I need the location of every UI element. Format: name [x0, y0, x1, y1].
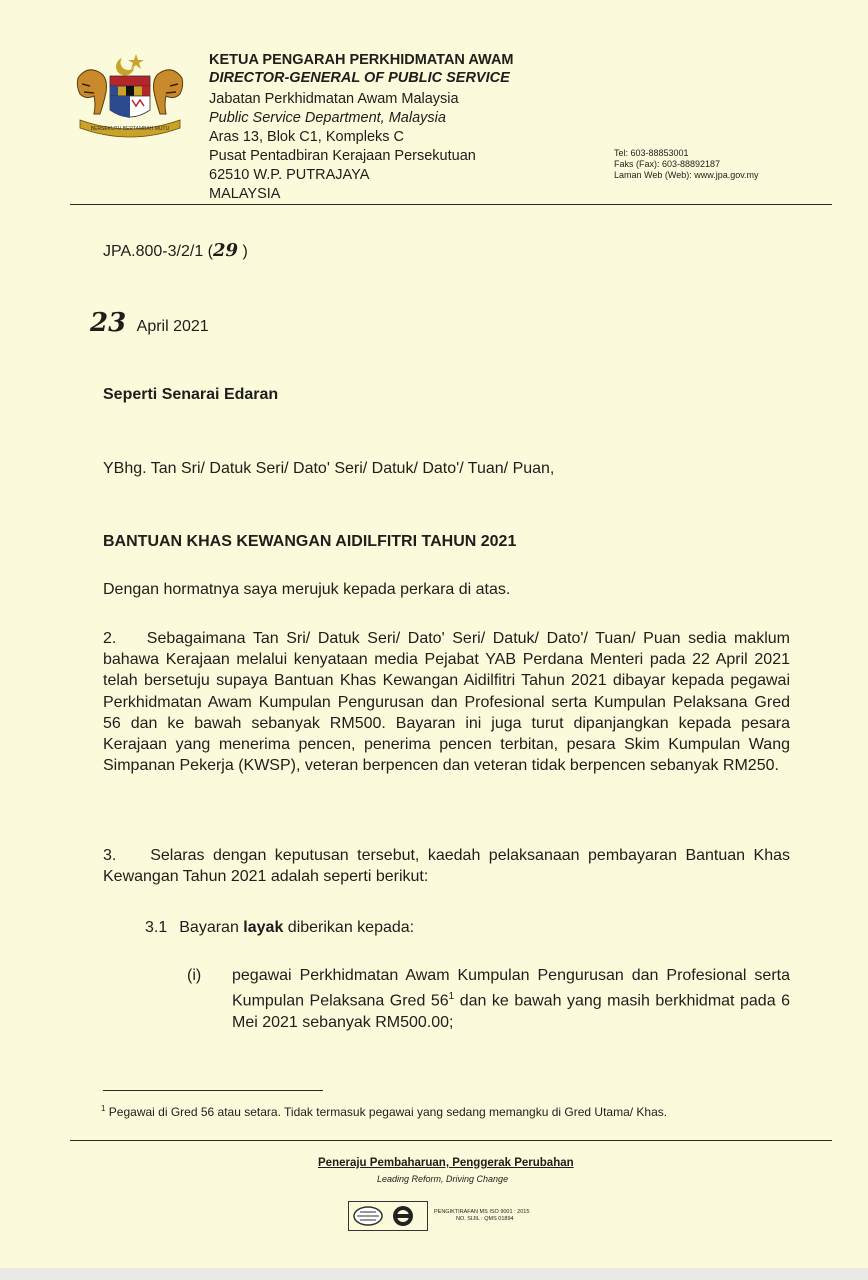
contact-web: Laman Web (Web): www.jpa.gov.my	[614, 170, 759, 180]
address-line: Aras 13, Blok C1, Kompleks C	[209, 129, 405, 145]
footnote-text: Pegawai di Gred 56 atau setara. Tidak termasuk pegawai yang sedang memangku di Gred Utama/ Khas.	[108, 1105, 668, 1119]
letterhead-title-ms: KETUA PENGARAH PERKHIDMATAN AWAM	[209, 52, 514, 68]
subsection-text: Bayaran	[179, 919, 244, 936]
item-i-text	[232, 965, 790, 1033]
svg-text:BERSEKUTU BERTAMBAH MUTU: BERSEKUTU BERTAMBAH MUTU	[90, 126, 170, 132]
subsection-number: 3.1	[145, 919, 168, 936]
address-line: Pusat Pentadbiran Kerajaan Persekutuan	[209, 148, 476, 164]
salutation: YBhg. Tan Sri/ Datuk Seri/ Dato' Seri/ Datuk/ Dato'/ Tuan/ Puan,	[103, 460, 555, 477]
subject-heading: BANTUAN KHAS KEWANGAN AIDILFITRI TAHUN 2021	[103, 533, 517, 550]
date-text: April 2021	[136, 318, 209, 335]
certification-text	[434, 1209, 529, 1223]
ref-handwritten: 29	[212, 240, 239, 261]
footnote-divider	[103, 1090, 323, 1091]
subsection-emphasis: layak	[243, 919, 284, 936]
letterhead-dept-en: Public Service Department, Malaysia	[209, 110, 446, 126]
certification-logo	[348, 1201, 428, 1231]
contact-tel: Tel: 603-88853001	[614, 148, 689, 158]
page-bottom-edge	[0, 1268, 868, 1280]
item-text: pegawai Perkhidmatan Awam Kumpulan Pengurusan dan Profesional serta Kumpulan Pelaksana Gred 56	[232, 967, 790, 1010]
letterhead-dept-ms: Jabatan Perkhidmatan Awam Malaysia	[209, 91, 459, 107]
malaysia-coat-of-arms-logo	[70, 48, 190, 148]
address-line: 62510 W.P. PUTRAJAYA	[209, 167, 370, 183]
paragraph-2: 2. Sebagaimana Tan Sri/ Datuk Seri/ Dato' Seri/ Datuk/ Dato'/ Tuan/ Puan sedia maklum bahawa Kerajaan melalui kenyataan media Pejabat YAB Perdana Menteri pada 22 April 2021 telah bersetuju supaya Bantuan Khas Kewangan Aidilfitri Tahun 2021 dibayar kepada pegawai Perkhidmatan Awam Kumpulan Pengurusan dan Profesional serta Kumpulan Pelaksana Gred 56 dan ke bawah sebanyak RM500. Bayaran ini juga turut dipanjangkan kepada pesara Kerajaan yang menerima pencen, penerima pencen terbitan, pesara Skim Kumpulan Wang Simpanan Pekerja (KWSP), veteran berpencen dan veteran tidak berpencen sebanyak RM250.	[103, 630, 790, 775]
footer-slogan-en: Leading Reform, Driving Change	[377, 1174, 509, 1184]
paragraph-1: Dengan hormatnya saya merujuk kepada perkara di atas.	[103, 581, 511, 598]
letter-date	[90, 308, 209, 338]
ref-suffix: )	[238, 243, 248, 260]
reference-number	[103, 240, 248, 262]
footer-slogan-ms: Peneraju Pembaharuan, Penggerak Perubahan	[318, 1157, 574, 1169]
date-handwritten: 23	[90, 308, 127, 338]
subsection-text: diberikan kepada:	[283, 919, 415, 936]
subsection-3-1	[145, 917, 414, 938]
paragraph-3: 3. Selaras dengan keputusan tersebut, kaedah pelaksanaan pembayaran Bantuan Khas Kewangan Tahun 2021 adalah seperti berikut:	[103, 847, 790, 886]
item-i-number: (i)	[187, 967, 202, 984]
cert-line: NO. SIJIL : QMS 01894	[456, 1216, 514, 1222]
letterhead-title-en: DIRECTOR-GENERAL OF PUBLIC SERVICE	[209, 70, 510, 86]
footnote-marker: 1	[448, 991, 455, 1003]
footnote-mark: 1	[101, 1104, 106, 1113]
footer-divider	[70, 1140, 832, 1141]
letterhead-divider	[70, 204, 832, 205]
address-line: MALAYSIA	[209, 186, 281, 202]
item-text: dan ke bawah yang masih berkhidmat pada 6 Mei 2021 sebanyak RM500.00;	[232, 992, 791, 1031]
contact-fax: Faks (Fax): 603-88892187	[614, 159, 721, 169]
recipient: Seperti Senarai Edaran	[103, 386, 279, 403]
ref-prefix: JPA.800-3/2/1 (	[103, 243, 213, 260]
cert-line: PENGIKTIRAFAN MS ISO 9001 : 2015	[434, 1209, 530, 1215]
footnote	[101, 1101, 801, 1120]
